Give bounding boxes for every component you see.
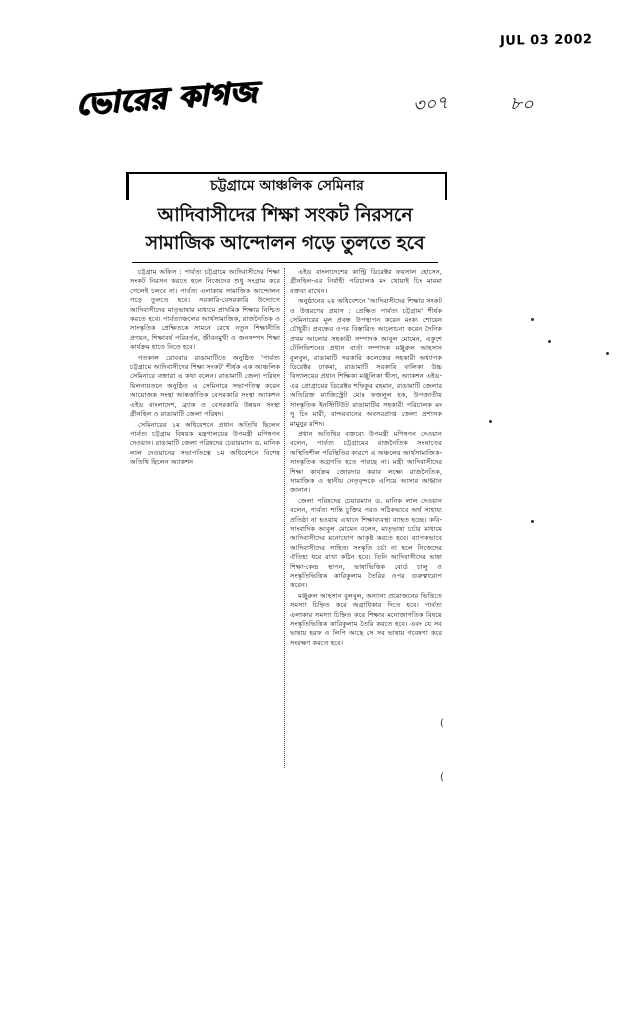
article-paragraph: চট্টগ্রাম অফিস : পার্বত্য চট্টগ্রামে আদিবাসীদের শিক্ষা সংকট নিরসন করতে হলে নিজেদের শুধু সংগ্রাম করে গেলেই চলবে না। পার্বত্য এলাকায় সামাজিক আন্দোলন গড়ে তুলতে হবে। সরকারি-বেসরকারি উদ্যোগে আদিবাসীদের মাতৃভাষার মাধ্যমে প্রাথমিক শিক্ষার নিশ্চিত করতে হবে। পার্বত্যাঞ্চলের আর্থসামাজিক, রাজনৈতিক ও সাংস্কৃতিক প্রেক্ষিতকে সামনে রেখে নতুন শিক্ষানীতি প্রণয়ন, শিক্ষাবর্ষ পরিবর্তন, জীবনমুখী ও জনসম্পদ শিক্ষা কার্যক্রম হাতে নিতে হবে। (130, 268, 280, 352)
article-headline-line-1: আদিবাসীদের শিক্ষা সংকট নিরসনে (157, 204, 413, 226)
newspaper-clipping (126, 172, 444, 784)
article-column-left (130, 268, 280, 548)
article-paragraph: মঞ্জুরুল আহসান বুলবুল, অন্যান্য প্রয়োজনের ভিত্তিতে সমস্যা চিহ্নিত করে অগ্রাধিকার দিতে হবে। পার্বত্য এলাকার সমস্যা চিহ্নিত করে শিক্ষার মনোজাগতিক বিষয়ে সংস্কৃতিভিত্তিক কারিকুলাম তৈরি করতে হবে। এবং যে সব ভাষায় হরফ ও লিপি আছে সে সব ভাষায় গবেষণা করে সংরক্ষণ করতে হবে। (290, 591, 442, 647)
article-kicker: চট্টগ্রামে আঞ্চলিক সেমিনার (210, 178, 364, 194)
column-divider (284, 268, 286, 768)
article-column-right (290, 268, 442, 780)
scan-speck (606, 352, 609, 355)
article-paragraph: এইড বাংলাদেশের কান্ট্রি ডিরেক্টর ফয়সাল হোসেন, গ্রীনহিল-এর নির্বাহী পরিচালক মং থোয়াই চিং মারমা বক্তব্য রাখেন। (290, 268, 442, 295)
article-paragraph: অনুষ্ঠানের ২য় অধিবেশনে 'আদিবাসীদের শিক্ষার সংকট ও উত্তরণের প্রয়াস : প্রেক্ষিত পার্বত্য চট্টগ্রাম' শীর্ষক সেমিনারের মূল প্রবন্ধ উপস্থাপন করেন মংক্য শোয়েন চৌধুরী। প্রবন্ধের ওপর বিস্তারিত আলোচনা করেন দৈনিক প্রথম আলোর সহকারী সম্পাদক আবুল মোমেন, একুশে টেলিভিশনের প্রধান বার্তা সম্পাদক মঞ্জুরুল আহসান বুলবুল, রাঙামাটি সরকারি কলেজের সহকারী অধ্যাপক ডিরেক্টর ঢাকমা, রাঙামাটি সরকারি বালিকা উচ্চ বিদ্যালয়ের প্রধান শিক্ষিকা মঞ্জুলিকা খীসা, অ্যাকশন এইড-এর প্রোগ্রামের ডিরেক্টর শফিকুর রহমান, রাঙামাটি জেলার অতিরিক্ত ম্যাজিস্ট্রেট মোঃ ফজলুল হক, উপজাতীয় সাংস্কৃতিক ইনস্টিটিউট রাঙামাটির সহকারী পরিচালক মং সু চিং মারী, বান্দরবানের অবসরপ্রাপ্ত জেলা প্রশাসক মামুনুর রশিদ। (290, 297, 442, 428)
newspaper-masthead: ভোরের কাগজ (74, 74, 259, 123)
scan-speck (548, 340, 551, 343)
headline-rule (132, 262, 438, 263)
scan-speck (489, 420, 492, 423)
article-paragraph: সেমিনারের ১ম অধিবেশনে প্রধান অতিথি ছিলেন পার্বত্য চট্টগ্রাম বিষয়ক মন্ত্রণালয়ের উপমন্ত্রী মণিস্বপন দেওয়ান। রাঙামাটি জেলা পরিষদের চেয়ারম্যান ড. মানিক লাল দেওয়ানের সভাপতিত্বে ১ম অধিবেশনে বিশেষ অতিথি ছিলেন অ্যাকশন (130, 420, 280, 467)
article-paragraph: গতকাল রোববার রাঙামাটিতে অনুষ্ঠিত 'পার্বত্য চট্টগ্রামে আদিবাসীদের শিক্ষা সংকট' শীর্ষক এক আঞ্চলিক সেমিনারে বক্তারা এ কথা বলেন। রাঙামাটি জেলা পরিষদ মিলনায়তনে অনুষ্ঠিত এ সেমিনারে সভাপতিত্ব করেন আয়োজক সংস্থা আন্তর্জাতিক বেসরকারি সংস্থা অ্যাকশন এইড বাংলাদেশ, ব্র্যাক ও বেসরকারি উন্নয়ন সংস্থা গ্রীনহিল ও রাঙামাটি জেলা পরিষদ। (130, 353, 280, 419)
article-headline-line-2: সামাজিক আন্দোলন গড়ে তুলতে হবে (145, 232, 425, 254)
scan-speck (531, 520, 534, 523)
scan-speck (531, 318, 534, 321)
article-paragraph: জেলা পরিষদের চেয়ারম্যান ড. মানিক লাল দেওয়ান বলেন, পার্বত্য শান্তি চুক্তির পরও সঠিকভাবে অর্থ সাহায্য প্রতিষ্ঠা না হওয়ায় এখানে শিক্ষাব্যবস্থা ব্যাহত হচ্ছে। কবি-সাংবাদিক আবুল মোমেন বলেন, মাতৃভাষা চর্চার মাধ্যমে আদিবাসীদের মনোযোগ আকৃষ্ট করতে হবে। ব্যাপকভাবে আদিবাসীদের সাহিত্য সংস্কৃতি চর্চা না হলে নিজেদের ঐতিহ্য ধরে রাখা কঠিন হবে। তিনি আদিবাসীদের ভাষা শিক্ষা-কেন্দ্র স্থাপন, ভাষাভিত্তিক বোর্ড চালু ও সংস্কৃতিভিত্তিক কারিকুলাম তৈরির ওপর গুরুত্বারোপ করেন। (290, 496, 442, 590)
handwritten-mark: ৮০ (509, 93, 534, 116)
article-paragraph: প্রধান অতিথির বক্তব্যে উপমন্ত্রী মণিস্বপন দেওয়ান বলেন, পার্বত্য চট্টগ্রামের রাজনৈতিক সংঘাতের অস্থিতিশীল পরিস্থিতির কারণে এ অঞ্চলের আর্থসামাজিক-সাংস্কৃতিক অগ্রগতি হতে পারছে না। মন্ত্রী আদিবাসীদের শিক্ষা কার্যক্রম জোরদার করার লক্ষ্যে রাজনৈতিক, সামাজিক ও স্থানীয় নেতৃবৃন্দকে এগিয়ে আসার আহ্বান জানান। (290, 429, 442, 495)
clipping-date-stamp: JUL 03 2002 (499, 32, 593, 49)
handwritten-mark: ৩০৭ (411, 92, 450, 117)
scan-edge-mark: ( (440, 718, 444, 729)
scan-edge-mark: ( (440, 772, 444, 783)
